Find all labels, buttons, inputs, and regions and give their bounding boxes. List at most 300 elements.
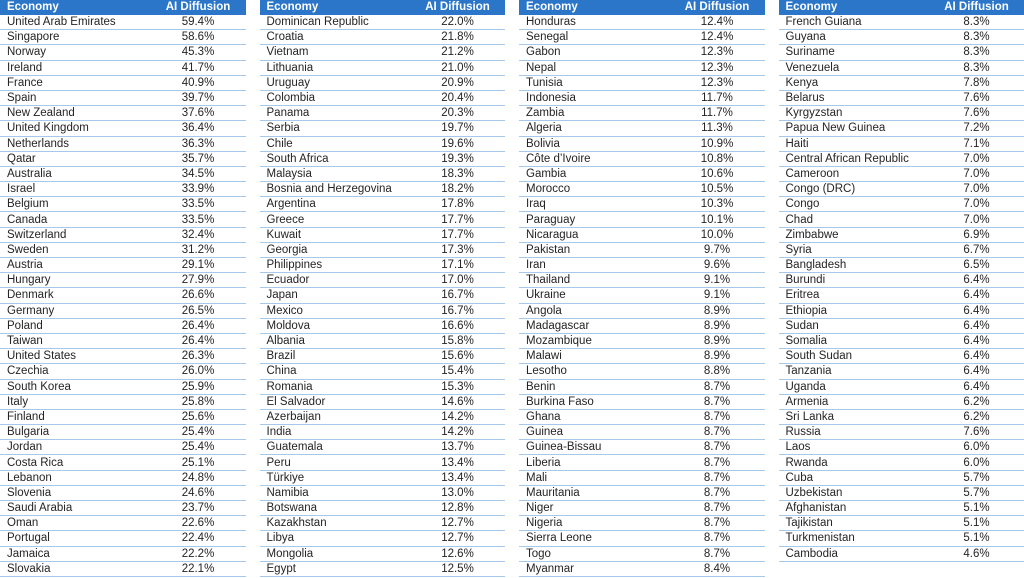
table-row [779,15,1024,30]
ai-diffusion-cell: 26.5% [181,304,215,317]
table-row [519,30,765,45]
economy-cell: Turkmenistan [785,532,855,545]
ai-diffusion-cell: 7.6% [963,107,990,120]
economy-cell: Thailand [526,274,571,287]
ai-diffusion-cell: 12.4% [700,16,734,29]
table-row [779,395,1024,410]
economy-cell: Sweden [7,243,49,256]
table-row [0,562,246,577]
table-row [519,212,765,227]
table-row [779,516,1024,531]
economy-cell: Cuba [785,471,813,484]
economy-cell: Honduras [526,16,576,29]
ai-diffusion-cell: 8.3% [963,16,990,29]
ai-diffusion-cell: 18.2% [441,183,474,196]
ai-diffusion-cell: 41.7% [181,61,215,74]
economy-cell: Oman [7,517,39,530]
table-row [779,167,1024,182]
table-row [0,182,246,197]
economy-column-header: Economy [785,1,838,13]
ai-diffusion-cell: 7.8% [963,76,990,89]
ai-diffusion-cell: 22.2% [181,547,215,560]
ai-diffusion-cell: 59.4% [181,16,215,29]
ai-diffusion-cell: 19.6% [441,137,474,150]
economy-cell: Syria [785,243,812,256]
ai-diffusion-cell: 7.0% [963,183,990,196]
table-row [260,288,506,303]
table-row [260,562,506,577]
ai-diffusion-cell: 6.4% [963,335,990,348]
economy-cell: Côte d’Ivoire [526,152,591,165]
table-row [519,380,765,395]
ai-diffusion-cell: 26.4% [181,335,215,348]
table-row [519,258,765,273]
economy-cell: French Guiana [785,16,862,29]
economy-cell: Switzerland [7,228,67,241]
ai-diffusion-cell: 26.4% [181,319,215,332]
table-row [519,243,765,258]
ai-diffusion-cell: 8.7% [703,395,731,408]
table-row [519,455,765,470]
ai-diffusion-cell: 20.9% [441,76,474,89]
economy-cell: Ghana [526,410,561,423]
economy-cell: Liberia [526,456,561,469]
economy-cell: Australia [7,167,52,180]
ai-diffusion-cell: 32.4% [181,228,215,241]
ai-diffusion-cell: 7.6% [963,426,990,439]
ai-diffusion-cell: 8.7% [703,380,731,393]
economy-cell: Zimbabwe [785,228,839,241]
table-row [519,440,765,455]
ai-diffusion-cell: 25.1% [181,456,215,469]
economy-cell: Hungary [7,274,51,287]
ai-diffusion-cell: 8.9% [703,335,731,348]
ai-diffusion-cell: 7.2% [963,122,990,135]
ai-diffusion-cell: 7.0% [963,152,990,165]
economy-cell: Mongolia [266,547,314,560]
table-row [0,380,246,395]
ai-diffusion-cell: 21.2% [441,46,474,59]
economy-cell: Afghanistan [785,502,847,515]
economy-cell: Bangladesh [785,259,847,272]
ai-diffusion-column-header: AI Diffusion [425,1,490,13]
table-row [519,15,765,30]
economy-cell: Greece [266,213,305,226]
ai-diffusion-cell: 9.1% [703,289,731,302]
economy-cell: Tanzania [785,365,832,378]
ai-diffusion-cell: 45.3% [181,46,215,59]
economy-cell: Qatar [7,152,36,165]
ai-diffusion-cell: 9.7% [703,243,731,256]
economy-cell: Costa Rica [7,456,64,469]
ai-diffusion-cell: 25.8% [181,395,215,408]
economy-cell: Rwanda [785,456,828,469]
table-row [260,106,506,121]
table-row [519,319,765,334]
ai-diffusion-cell: 22.0% [441,16,474,29]
ai-diffusion-cell: 37.6% [181,107,215,120]
ai-diffusion-cell: 13.4% [441,471,474,484]
ai-diffusion-cell: 25.4% [181,426,215,439]
ai-diffusion-cell: 8.3% [963,46,990,59]
table-row [0,76,246,91]
ai-diffusion-cell: 5.7% [963,471,990,484]
ai-diffusion-cell: 17.3% [441,243,474,256]
table-row [519,228,765,243]
economy-cell: Taiwan [7,335,43,348]
ai-diffusion-cell: 7.0% [963,167,990,180]
table-body [0,15,246,577]
ai-diffusion-cell: 31.2% [181,243,215,256]
table-header [779,0,1024,15]
ai-diffusion-cell: 6.5% [963,259,990,272]
table-row [260,531,506,546]
economy-cell: India [266,426,292,439]
economy-cell: Bosnia and Herzegovina [266,183,392,196]
economy-cell: Tunisia [526,76,563,89]
economy-cell: China [266,365,297,378]
economy-cell: Romania [266,380,313,393]
table-header [260,0,506,15]
economy-cell: Eritrea [785,289,820,302]
table-row [779,486,1024,501]
economy-cell: Uruguay [266,76,310,89]
economy-cell: Algeria [526,122,562,135]
table-row [519,45,765,60]
economy-cell: United Arab Emirates [7,16,116,29]
ai-diffusion-cell: 6.7% [963,243,990,256]
table-row [260,137,506,152]
table-row [0,304,246,319]
table-row [260,197,506,212]
economy-cell: Moldova [266,319,310,332]
ai-diffusion-cell: 12.4% [700,31,734,44]
table-row [0,61,246,76]
ai-diffusion-cell: 17.7% [441,213,474,226]
ai-diffusion-cell: 12.5% [441,562,474,575]
ai-diffusion-cell: 36.3% [181,137,215,150]
table-row [779,455,1024,470]
table-row [779,288,1024,303]
table-row [519,182,765,197]
table-row [260,364,506,379]
table-row [779,61,1024,76]
economy-table-3 [519,0,765,578]
ai-diffusion-cell: 26.0% [181,365,215,378]
table-row [779,152,1024,167]
ai-diffusion-cell: 58.6% [181,31,215,44]
ai-diffusion-cell: 17.7% [441,228,474,241]
ai-diffusion-cell: 33.5% [181,198,215,211]
table-row [0,531,246,546]
economy-cell: Spain [7,92,37,105]
table-row [0,258,246,273]
table-row [519,334,765,349]
economy-cell: Suriname [785,46,835,59]
table-row [519,364,765,379]
ai-diffusion-column-header: AI Diffusion [944,1,1009,13]
table-row [779,137,1024,152]
economy-cell: Mexico [266,304,303,317]
table-row [519,167,765,182]
economy-cell: Congo (DRC) [785,183,856,196]
economy-cell: Finland [7,410,45,423]
ai-diffusion-cell: 6.0% [963,456,990,469]
economy-cell: Iraq [526,198,546,211]
ai-diffusion-cell: 6.2% [963,395,990,408]
economy-cell: Kuwait [266,228,302,241]
economy-cell: Kazakhstan [266,517,327,530]
ai-diffusion-column-header: AI Diffusion [684,1,750,13]
ai-diffusion-cell: 11.7% [701,92,733,105]
economy-cell: Nicaragua [526,228,579,241]
ai-diffusion-cell: 25.9% [181,380,215,393]
economy-cell: Mauritania [526,486,580,499]
economy-cell: South Africa [266,152,329,165]
ai-diffusion-cell: 5.1% [963,517,990,530]
table-row [0,410,246,425]
table-row [0,547,246,562]
table-row [519,91,765,106]
economy-cell: Laos [785,441,811,454]
economy-column-header: Economy [526,1,578,13]
ai-diffusion-cell: 4.6% [963,547,990,560]
table-row [779,212,1024,227]
table-row [0,364,246,379]
table-row [0,395,246,410]
table-row [519,349,765,364]
table-row [519,137,765,152]
table-row [779,106,1024,121]
table-row [779,380,1024,395]
economy-cell: Guinea [526,426,564,439]
ai-diffusion-cell: 24.6% [181,486,215,499]
table-body [779,15,1024,562]
table-row [260,334,506,349]
economy-cell: Azerbaijan [266,410,321,423]
economy-cell: Myanmar [526,562,574,575]
economy-cell: Jamaica [7,547,50,560]
economy-cell: Israel [7,183,36,196]
economy-cell: Kenya [785,76,819,89]
table-row [260,319,506,334]
ai-diffusion-cell: 16.7% [441,304,474,317]
economy-cell: Haiti [785,137,809,150]
economy-cell: Papua New Guinea [785,122,886,135]
economy-cell: Portugal [7,532,50,545]
ai-diffusion-cell: 40.9% [181,76,215,89]
table-row [0,425,246,440]
table-row [779,471,1024,486]
table-row [779,91,1024,106]
ai-diffusion-cell: 14.2% [441,426,474,439]
table-row [779,364,1024,379]
ai-diffusion-cell: 8.8% [703,365,731,378]
economy-cell: Tajikistan [785,517,833,530]
economy-cell: Belarus [785,92,825,105]
ai-diffusion-cell: 8.4% [703,562,731,575]
table-row [0,349,246,364]
ai-diffusion-cell: 6.4% [963,350,990,363]
table-row [779,319,1024,334]
table-row [0,319,246,334]
table-row [0,106,246,121]
table-row [519,425,765,440]
table-row [779,121,1024,136]
table-row [260,425,506,440]
ai-diffusion-cell: 25.4% [181,441,215,454]
table-row [519,121,765,136]
ai-diffusion-cell: 29.1% [181,259,215,272]
ai-diffusion-cell: 23.7% [181,502,215,515]
table-row [0,91,246,106]
economy-cell: Lebanon [7,471,52,484]
economy-cell: Burundi [785,274,826,287]
ai-diffusion-cell: 7.0% [963,198,990,211]
economy-cell: Malawi [526,350,562,363]
ai-diffusion-cell: 15.4% [441,365,474,378]
ai-diffusion-cell: 36.4% [181,122,215,135]
ai-diffusion-cell: 8.7% [703,426,731,439]
table-row [779,410,1024,425]
economy-cell: Malaysia [266,167,312,180]
economy-cell: Benin [526,380,556,393]
economy-cell: Bulgaria [7,426,50,439]
economy-table-1 [0,0,246,578]
economy-cell: Argentina [266,198,316,211]
ai-diffusion-cell: 11.7% [701,107,733,120]
ai-diffusion-cell: 12.3% [700,76,734,89]
ai-diffusion-cell: 10.8% [700,152,734,165]
table-row [779,273,1024,288]
economy-cell: Lesotho [526,365,567,378]
ai-diffusion-cell: 9.1% [703,274,731,287]
ai-diffusion-cell: 8.9% [703,304,731,317]
ai-diffusion-cell: 8.7% [703,517,731,530]
ai-diffusion-cell: 10.6% [700,167,734,180]
table-row [779,197,1024,212]
economy-cell: Dominican Republic [266,16,369,29]
ai-diffusion-cell: 8.9% [703,350,731,363]
ai-diffusion-cell: 10.0% [700,228,734,241]
ai-diffusion-cell: 5.1% [963,502,990,515]
table-body [519,15,765,577]
table-row [260,121,506,136]
table-row [0,273,246,288]
table-row [779,547,1024,562]
ai-diffusion-cell: 10.1% [700,213,734,226]
economy-cell: Burkina Faso [526,395,594,408]
economy-cell: Mali [526,471,548,484]
economy-cell: Netherlands [7,137,70,150]
economy-cell: Angola [526,304,562,317]
economy-cell: Cameroon [785,167,840,180]
economy-cell: Singapore [7,31,60,44]
ai-diffusion-cell: 26.3% [181,350,215,363]
economy-cell: Bolivia [526,137,560,150]
table-row [519,395,765,410]
economy-cell: Belgium [7,198,49,211]
ai-diffusion-cell: 8.7% [703,502,731,515]
table-row [260,258,506,273]
economy-cell: Slovenia [7,486,52,499]
economy-cell: Uganda [785,380,826,393]
ai-diffusion-cell: 33.5% [181,213,215,226]
ai-diffusion-cell: 14.6% [441,395,474,408]
table-row [0,243,246,258]
economy-cell: Denmark [7,289,54,302]
table-row [0,212,246,227]
table-header [519,0,765,15]
economy-cell: Panama [266,107,310,120]
ai-diffusion-cell: 26.6% [181,289,215,302]
table-row [260,516,506,531]
economy-table-2 [260,0,506,578]
economy-column-header: Economy [266,1,319,13]
economy-cell: Saudi Arabia [7,502,73,515]
table-row [0,334,246,349]
economy-cell: Egypt [266,562,296,575]
table-row [519,288,765,303]
economy-cell: Ethiopia [785,304,828,317]
table-row [779,30,1024,45]
table-row [260,182,506,197]
ai-diffusion-cell: 6.4% [963,289,990,302]
economy-cell: Cambodia [785,547,838,560]
ai-diffusion-cell: 6.9% [963,228,990,241]
table-row [779,45,1024,60]
table-row [519,76,765,91]
ai-diffusion-cell: 7.1% [963,137,990,150]
economy-cell: Nepal [526,61,557,74]
ai-diffusion-cell: 8.7% [703,532,731,545]
table-row [519,471,765,486]
table-row [0,501,246,516]
economy-cell: Pakistan [526,243,571,256]
table-row [260,243,506,258]
table-row [260,91,506,106]
ai-diffusion-cell: 8.9% [703,319,731,332]
table-row [260,76,506,91]
economy-cell: Türkiye [266,471,305,484]
ai-diffusion-cell: 6.0% [963,441,990,454]
economy-cell: Canada [7,213,48,226]
table-row [260,486,506,501]
economy-cell: Sri Lanka [785,410,835,423]
table-row [519,197,765,212]
economy-cell: Chile [266,137,293,150]
economy-cell: Botswana [266,502,318,515]
table-row [779,258,1024,273]
table-row [260,471,506,486]
economy-cell: Vietnam [266,46,309,59]
table-row [519,516,765,531]
table-row [519,486,765,501]
ai-diffusion-cell: 19.7% [441,122,474,135]
economy-cell: Mozambique [526,335,592,348]
economy-cell: Austria [7,259,43,272]
economy-cell: Gambia [526,167,567,180]
table-row [260,304,506,319]
economy-cell: United States [7,350,77,363]
table-row [260,228,506,243]
ai-diffusion-cell: 6.4% [963,274,990,287]
ai-diffusion-cell: 5.7% [963,486,990,499]
economy-cell: Namibia [266,486,309,499]
economy-cell: Morocco [526,183,571,196]
economy-cell: Japan [266,289,298,302]
economy-cell: Poland [7,319,43,332]
